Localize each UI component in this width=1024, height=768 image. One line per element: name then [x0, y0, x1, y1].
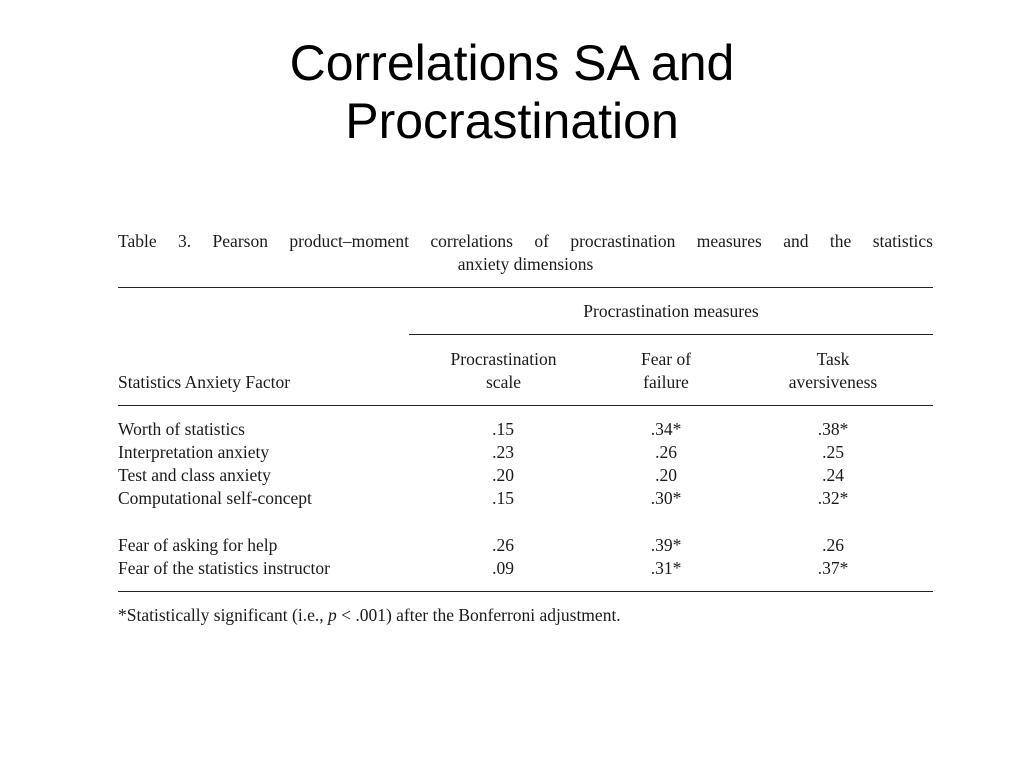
table-cell: .32*	[817, 488, 849, 508]
table-cell: .30*	[650, 488, 682, 508]
group-header: Procrastination measures	[583, 301, 759, 321]
table-cell: .20	[655, 465, 677, 485]
footnote-text: < .001) after the Bonferroni adjustment.	[336, 605, 621, 625]
table-caption-line-2: anxiety dimensions	[457, 254, 594, 274]
header-rule	[118, 405, 933, 406]
footnote-text: *Statistically significant (i.e.,	[118, 605, 328, 625]
table-caption	[118, 230, 933, 276]
table-cell: .38*	[817, 419, 849, 439]
table-row-label: Test and class anxiety	[118, 465, 271, 485]
correlation-table	[118, 230, 933, 625]
slide-title-line-2: Procrastination	[345, 93, 679, 149]
table-cell: .34*	[650, 419, 682, 439]
slide-title-line-1: Correlations SA and	[289, 35, 735, 91]
column-header-line: aversiveness	[788, 372, 878, 392]
table-bottom-rule	[118, 591, 933, 592]
column-header-procrastination-scale	[421, 348, 586, 394]
column-header-task-aversiveness	[748, 348, 918, 394]
table-cell: .31*	[650, 558, 682, 578]
table-cell: .39*	[650, 535, 682, 555]
column-header-line: Fear of	[640, 349, 692, 369]
column-header-line: Procrastination	[450, 349, 557, 369]
table-footnote	[118, 604, 621, 627]
table-cell: .15	[492, 419, 514, 439]
table-cell: .25	[822, 442, 844, 462]
table-row-label: Interpretation anxiety	[118, 442, 270, 462]
table-cell: .37*	[817, 558, 849, 578]
table-cell: .15	[492, 488, 514, 508]
table-row-label: Fear of the statistics instructor	[118, 558, 330, 578]
table-cell: .20	[492, 465, 514, 485]
footnote-p-symbol: p	[327, 605, 337, 625]
table-cell: .24	[822, 465, 844, 485]
column-header-line: failure	[643, 372, 689, 392]
group-header-rule	[409, 334, 933, 335]
table-top-rule	[118, 287, 933, 288]
table-cell: .09	[492, 558, 514, 578]
slide-title	[0, 34, 1024, 150]
table-cell: .26	[822, 535, 844, 555]
column-header-fear-of-failure	[596, 348, 736, 394]
table-row-label: Computational self-concept	[118, 488, 312, 508]
row-header: Statistics Anxiety Factor	[118, 372, 291, 392]
table-caption-line-1: Table 3. Pearson product–moment correlations of procrastination measures and the statistics	[118, 231, 933, 251]
table-cell: .26	[655, 442, 677, 462]
column-header-line: Task	[816, 349, 850, 369]
table-row-label: Worth of statistics	[118, 419, 245, 439]
table-cell: .26	[492, 535, 514, 555]
table-row-label: Fear of asking for help	[118, 535, 278, 555]
column-header-line: scale	[486, 372, 521, 392]
table-cell: .23	[492, 442, 514, 462]
